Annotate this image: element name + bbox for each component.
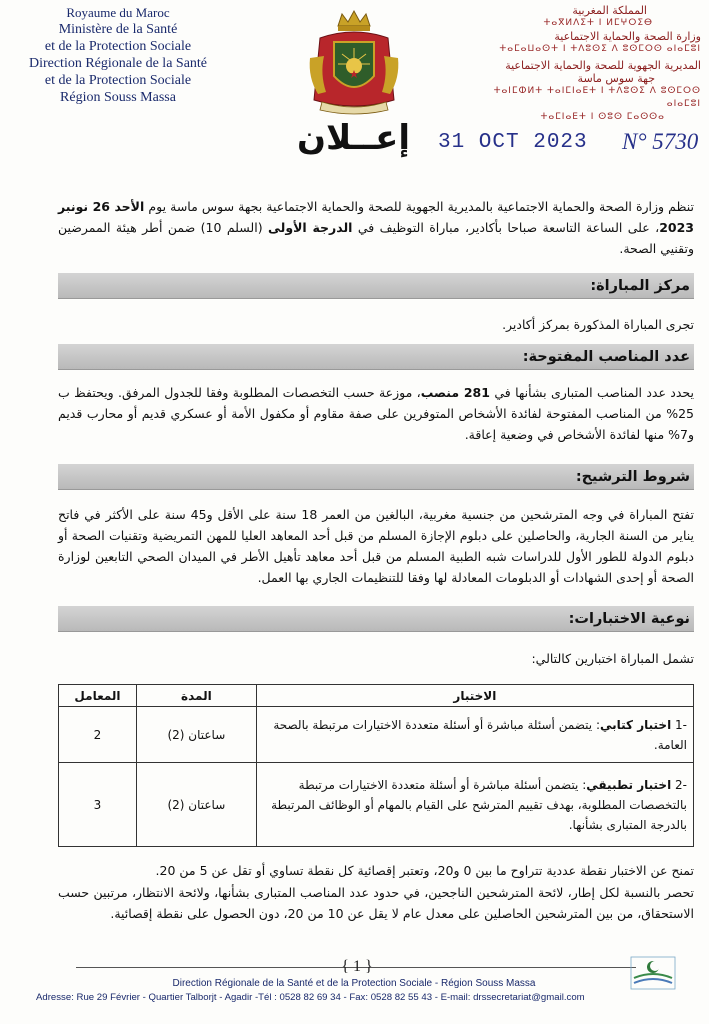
region-label: Région Souss Massa (60, 90, 176, 105)
scoring-note: تمنح عن الاختبار نقطة عددية تتراوح ما بين 0 و20، وتعتبر إقصائية كل نقطة تساوي أو تقل عن 5 من 20. (155, 863, 694, 878)
test-desc-text: : يتضمن أسئلة مباشرة أو أسئلة متعددة الاختيارات مرتبطة بالصحة العامة. (273, 717, 687, 752)
page-number-value: 1 (353, 958, 361, 975)
intro-text-3: (السلم 10) ضمن أطر هيئة الممرضين وتقنيي الصحة. (58, 220, 694, 256)
table-row (59, 763, 694, 847)
test-coefficient: 2 (59, 707, 137, 763)
test-description (256, 707, 693, 763)
ministry-label-tifinagh: ⵜⴰⵎⴰⵡⴰⵙⵜ ⵏ ⵜⴷⵓⵙⵉ ⴷ ⵓⵙⵎⵔⵙ ⴰⵏⴰⵎⵓⵏ (499, 44, 701, 54)
test-coefficient: 3 (59, 763, 137, 847)
tests-intro: تشمل المباراة اختبارين كالتالي: (531, 651, 694, 666)
kingdom-label-ar: المملكة المغربية (572, 4, 647, 17)
test-duration: ساعتان (2) (136, 707, 256, 763)
ministry-label-ar: وزارة الصحة والحماية الاجتماعية (554, 30, 701, 43)
test-duration: ساعتان (2) (136, 763, 256, 847)
test-description (256, 763, 693, 847)
page-title: إعــلان (297, 118, 410, 158)
direction-label-2: et de la Protection Sociale (44, 73, 192, 88)
header-coefficient: المعامل (59, 685, 137, 707)
tests-table (58, 684, 694, 847)
table-header-row (59, 685, 694, 707)
region-label-ar: جهة سوس ماسة (577, 72, 655, 85)
region-label-tifinagh: ⵜⴰⵎⵏⴰⴹⵜ ⵏ ⵙⵓⵙ ⵎⴰⵙⵙⴰ (540, 112, 665, 122)
test-label: اختبار تطبيقي (586, 777, 672, 792)
grade-label: الدرجة الأولى (267, 220, 353, 235)
header-french-block (14, 4, 222, 106)
exam-date: الأحد 26 نونبر 2023 (58, 199, 694, 235)
header-duration: المدة (136, 685, 256, 707)
intro-paragraph (58, 196, 694, 259)
posts-text-2: ، موزعة حسب التخصصات المطلوبة وفقا للجدول المرفق. ويحتفظ ب 25% من المناصب المفتوحة لفائدة الأشخاص المتوفرين على صفة مقاوم أو مكفول الأمة أو عسكري قديم أو محارب قديم و7% منها لفائدة الأشخاص في وضعية إعاقة. (58, 385, 694, 442)
direction-label-ar: المديرية الجهوية للصحة والحماية الاجتماعية (505, 59, 701, 72)
test-number: -2 (675, 777, 687, 792)
test-label: اختبار كتابي (600, 717, 672, 732)
conditions-paragraph: تفتح المباراة في وجه المترشحين من جنسية مغربية، البالغين من العمر 18 سنة على الأقل و45 سنة على الأكثر في فاتح يناير من السنة الجارية، والحاصلين على دبلوم الإجازة المسلم من قبل أحد المعاهد العليا للمهن التمريضية وتقنيات الصحة أو دبلوم الدولة للطور الأول للدراسات شبه الطبية المسلم من قبل أحد معاهد تأهيل الأطر في الميدان الصحي التابعين لوزارة الصحة أو إحدى الشهادات أو الدبلومات المعادلة لها وفقا للتنظيمات الجاري بها العمل. (58, 507, 694, 585)
header-test: الاختبار (256, 685, 693, 707)
section-header-center: مركز المباراة: (58, 273, 694, 299)
direction-label: Direction Régionale de la Santé (28, 56, 208, 71)
header-arabic-block (491, 4, 701, 124)
regional-logo-icon (630, 956, 676, 990)
intro-text-2: ، على الساعة التاسعة صباحا بأكادير، مباراة التوظيف في (352, 220, 660, 235)
coat-of-arms-icon (302, 8, 406, 116)
posts-paragraph (58, 382, 694, 445)
footer-address: Adresse: Rue 29 Février - Quartier Talborjt - Agadir -Tél : 0528 82 69 34 - Fax: 0528 82 55 43 - E-mail: drssecretariat@gmail.com (36, 992, 585, 1003)
test-desc-text: : يتضمن أسئلة مباشرة أو أسئلة متعددة الاختيارات مرتبطة بالتخصصات المطلوبة، بهدف تقييم المترشح على القيام بالمهام أو الوظائف المرتبطة بالدرجة المتبارى بشأنها. (271, 777, 687, 832)
test-number: -1 (675, 717, 687, 732)
kingdom-label-tifinagh: ⵜⴰⴳⵍⴷⵉⵜ ⵏ ⵍⵎⵖⵔⵉⴱ (543, 18, 653, 28)
table-row (59, 707, 694, 763)
section-header-tests: نوعية الاختبارات: (58, 606, 694, 632)
ranking-note: تحصر بالنسبة لكل إطار، لائحة المترشحين الناجحين، في حدود عدد المناصب المتبارى بشأنها، ولائحة الانتظار، مرتبين حسب الاستحقاق، من بين المترشحين الحاصلين على معدل عام لا يقل عن 10 من 20، دون الحصول على نقطة إقصائية. (58, 885, 694, 921)
intro-text-1: تنظم وزارة الصحة والحماية الاجتماعية بالمديرية الجهوية للصحة والحماية الاجتماعية بجهة سوس ماسة يوم (144, 199, 694, 214)
ministry-label: Ministère de la Santé (58, 22, 178, 37)
kingdom-label: Royaume du Maroc (66, 5, 170, 20)
section-header-posts: عدد المناصب المفتوحة: (58, 344, 694, 370)
center-text: تجرى المباراة المذكورة بمركز أكادير. (502, 317, 694, 332)
ministry-label-2: et de la Protection Sociale (44, 39, 192, 54)
direction-label-tifinagh: ⵜⴰⵏⵎⵀⵍⵜ ⵜⴰⵏⵎⵏⴰⴹⵜ ⵏ ⵜⴷⵓⵙⵉ ⴷ ⵓⵙⵎⵔⵙ ⴰⵏⴰⵎⵓⵏ (493, 86, 701, 109)
posts-text-1: يحدد عدد المناصب المتبارى بشأنها في (489, 385, 694, 400)
reference-number: N° 5730 (622, 129, 699, 154)
section-header-conditions: شروط الترشيح: (58, 464, 694, 490)
date-stamp: 31 OCT 2023 (438, 131, 588, 154)
posts-count: 281 منصب (420, 385, 490, 400)
page-number: { 1 } (341, 958, 373, 975)
footer-organization: Direction Régionale de la Santé et de la Protection Sociale - Région Souss Massa (172, 978, 536, 989)
